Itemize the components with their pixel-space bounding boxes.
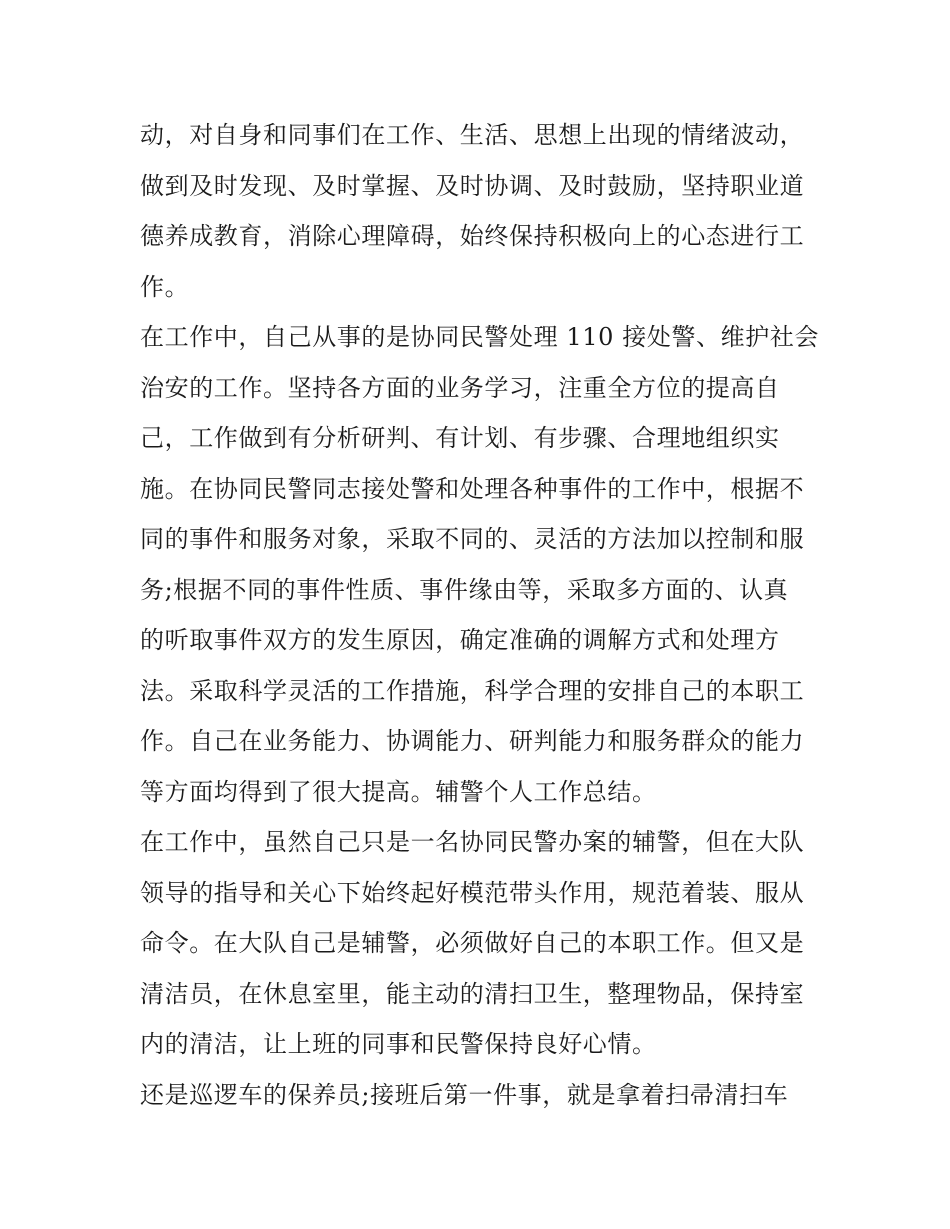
text-line: 的听取事件双方的发生原因，确定准确的调解方式和处理方 [140,626,780,654]
text-line: 做到及时发现、及时掌握、及时协调、及时鼓励，坚持职业道 [140,171,805,200]
text-line: 命令。在大队自己是辅警，必须做好自己的本职工作。但又是 [140,929,805,957]
text-line: 同的事件和服务对象，采取不同的、灵活的方法加以控制和服 [140,525,805,553]
text-line: 施。在协同民警同志接处警和处理各种事件的工作中，根据不 [140,474,805,503]
text-line: 还是巡逻车的保养员;接班后第一件事，就是拿着扫帚清扫车 [140,1080,789,1109]
text-line: 在工作中，虽然自己只是一名协同民警办案的辅警，但在大队 [140,828,805,856]
document-body [140,110,820,1120]
text-line: 治安的工作。坚持各方面的业务学习，注重全方位的提高自 [140,373,780,402]
text-line: 德养成教育，消除心理障碍，始终保持积极向上的心态进行工 [140,222,805,250]
text-line: 领导的指导和关心下始终起好模范带头作用，规范着装、服从 [140,878,805,907]
text-line: 作。 [140,272,190,301]
text-line: 清洁员，在休息室里，能主动的清扫卫生，整理物品，保持室 [140,979,805,1008]
text-line: 动，对自身和同事们在工作、生活、思想上出现的情绪波动， [140,121,805,149]
text-line: 等方面均得到了很大提高。辅警个人工作总结。 [140,777,657,806]
text-line: 在工作中，自己从事的是协同民警处理 110 接处警、维护社会 [140,323,820,351]
paragraph-4 [140,1070,812,1121]
paragraph-3 [140,817,812,1070]
text-line: 法。采取科学灵活的工作措施，科学合理的安排自己的本职工 [140,676,805,705]
paragraph-1 [140,110,812,312]
text-line: 务;根据不同的事件性质、事件缘由等，采取多方面的、认真 [140,575,789,604]
paragraph-2 [140,312,820,817]
text-line: 己，工作做到有分析研判、有计划、有步骤、合理地组织实 [140,424,780,452]
text-line: 作。自己在业务能力、协调能力、研判能力和服务群众的能力 [140,727,805,755]
text-line: 内的清洁，让上班的同事和民警保持良好心情。 [140,1030,657,1058]
